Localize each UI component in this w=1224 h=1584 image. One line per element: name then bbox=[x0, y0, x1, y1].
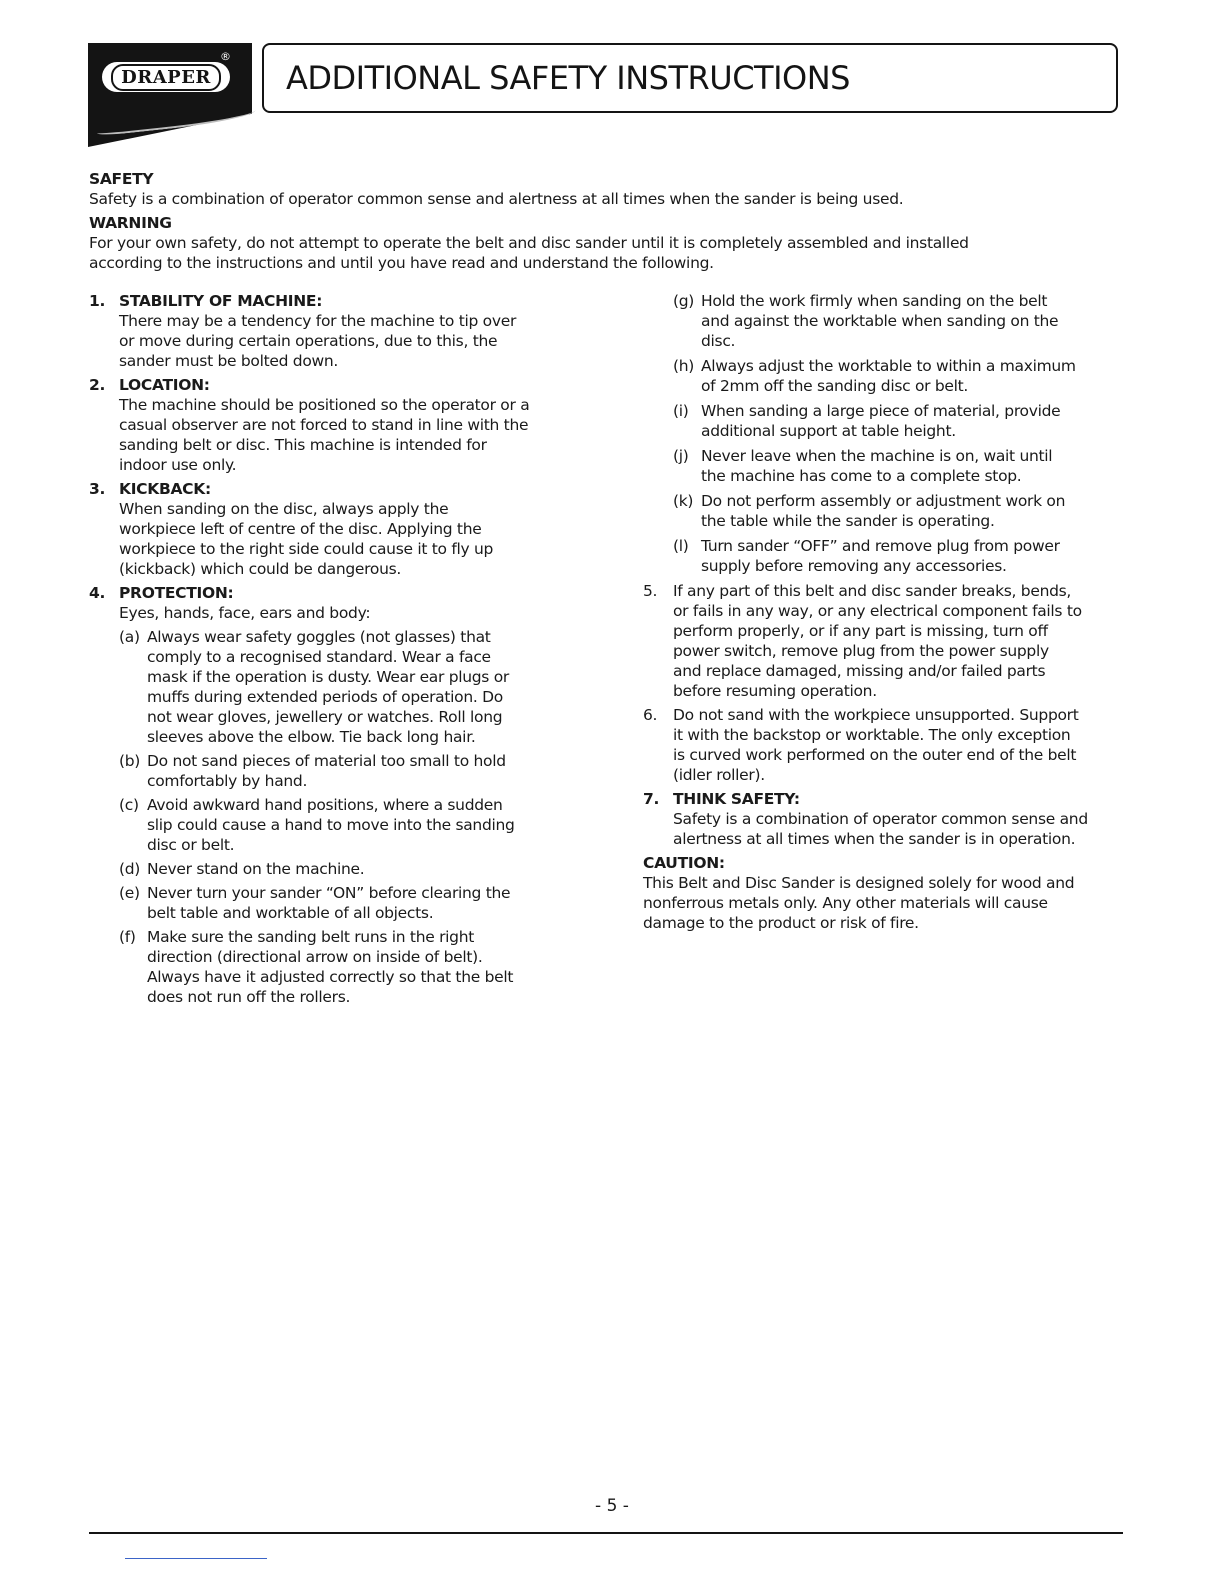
list-item-stability bbox=[89, 291, 589, 371]
sub-label: (a) bbox=[119, 628, 140, 646]
item-line: Hold the work firmly when sanding on the belt bbox=[701, 292, 1048, 310]
sub-item-b bbox=[119, 751, 589, 791]
item-intro: Eyes, hands, face, ears and body: bbox=[119, 604, 371, 622]
item-line: Do not sand with the workpiece unsupported. Support bbox=[673, 706, 1079, 724]
item-line: and replace damaged, missing and/or failed parts bbox=[673, 662, 1046, 680]
item-line: Never leave when the machine is on, wait until bbox=[701, 447, 1053, 465]
page-title: ADDITIONAL SAFETY INSTRUCTIONS bbox=[286, 59, 850, 97]
sub-item-l bbox=[673, 536, 1133, 576]
item-line: the table while the sander is operating. bbox=[701, 512, 995, 530]
sub-item-c bbox=[119, 795, 589, 855]
item-line: Avoid awkward hand positions, where a sudden bbox=[147, 796, 503, 814]
item-line: (kickback) which could be dangerous. bbox=[119, 560, 401, 578]
sub-item-g bbox=[673, 291, 1133, 351]
caution-line: damage to the product or risk of fire. bbox=[643, 914, 919, 932]
item-line: Always wear safety goggles (not glasses) that bbox=[147, 628, 491, 646]
list-item-5 bbox=[643, 581, 1133, 701]
sub-label: (h) bbox=[673, 357, 695, 375]
item-line: it with the backstop or worktable. The only exception bbox=[673, 726, 1071, 744]
warning-text-line-2: according to the instructions and until you have read and understand the following. bbox=[89, 254, 714, 272]
item-line: or fails in any way, or any electrical component fails to bbox=[673, 602, 1082, 620]
sub-label: (b) bbox=[119, 752, 141, 770]
sub-item-f bbox=[119, 927, 589, 1007]
item-line: Always adjust the worktable to within a maximum bbox=[701, 357, 1076, 375]
item-line: Never stand on the machine. bbox=[147, 860, 365, 878]
item-title: KICKBACK: bbox=[119, 480, 211, 498]
item-number: 7. bbox=[643, 790, 660, 808]
caution-block bbox=[643, 853, 1133, 933]
item-line: The machine should be positioned so the operator or a bbox=[119, 396, 530, 414]
item-number: 1. bbox=[89, 292, 106, 310]
item-line: Do not sand pieces of material too small to hold bbox=[147, 752, 506, 770]
item-line: Do not perform assembly or adjustment work on bbox=[701, 492, 1066, 510]
item-line: or move during certain operations, due to this, the bbox=[119, 332, 498, 350]
item-line: perform properly, or if any part is missing, turn off bbox=[673, 622, 1048, 640]
sub-item-j bbox=[673, 446, 1133, 486]
item-line: of 2mm off the sanding disc or belt. bbox=[701, 377, 969, 395]
list-item-6 bbox=[643, 705, 1133, 785]
item-title: LOCATION: bbox=[119, 376, 210, 394]
item-line: disc. bbox=[701, 332, 736, 350]
sub-item-i bbox=[673, 401, 1133, 441]
item-line: casual observer are not forced to stand in line with the bbox=[119, 416, 529, 434]
item-title: STABILITY OF MACHINE: bbox=[119, 292, 323, 310]
item-line: does not run off the rollers. bbox=[147, 988, 351, 1006]
item-line: sleeves above the elbow. Tie back long hair. bbox=[147, 728, 476, 746]
list-item-think-safety bbox=[643, 789, 1133, 849]
item-line: muffs during extended periods of operation. Do bbox=[147, 688, 503, 706]
item-line: sander must be bolted down. bbox=[119, 352, 339, 370]
item-line: before resuming operation. bbox=[673, 682, 877, 700]
item-line: belt table and worktable of all objects. bbox=[147, 904, 434, 922]
caution-heading: CAUTION: bbox=[643, 854, 725, 872]
item-line: When sanding a large piece of material, provide bbox=[701, 402, 1061, 420]
list-item-location bbox=[89, 375, 589, 475]
sub-label: (j) bbox=[673, 447, 689, 465]
content bbox=[89, 169, 1129, 1006]
brand-name: DRAPER bbox=[111, 64, 221, 91]
safety-text: Safety is a combination of operator common sense and alertness at all times when the sander is being used. bbox=[89, 190, 904, 208]
item-title: THINK SAFETY: bbox=[673, 790, 800, 808]
sub-item-h bbox=[673, 356, 1133, 396]
item-line: and against the worktable when sanding on the bbox=[701, 312, 1059, 330]
item-line: additional support at table height. bbox=[701, 422, 956, 440]
footer-divider bbox=[89, 1532, 1123, 1534]
sub-label: (g) bbox=[673, 292, 695, 310]
right-column bbox=[643, 291, 1133, 933]
sub-label: (k) bbox=[673, 492, 694, 510]
page-number: - 5 - bbox=[595, 1496, 629, 1516]
sub-item-e bbox=[119, 883, 589, 923]
item-line: workpiece left of centre of the disc. Applying the bbox=[119, 520, 482, 538]
item-line: workpiece to the right side could cause it to fly up bbox=[119, 540, 494, 558]
title-box bbox=[262, 43, 1118, 113]
item-line: Always have it adjusted correctly so that the belt bbox=[147, 968, 514, 986]
caution-line: nonferrous metals only. Any other materials will cause bbox=[643, 894, 1048, 912]
item-line: mask if the operation is dusty. Wear ear plugs or bbox=[147, 668, 509, 686]
item-line: the machine has come to a complete stop. bbox=[701, 467, 1022, 485]
registered-mark: ® bbox=[220, 50, 231, 63]
item-line: direction (directional arrow on inside of belt). bbox=[147, 948, 483, 966]
item-line: indoor use only. bbox=[119, 456, 237, 474]
item-number: 2. bbox=[89, 376, 106, 394]
warning-heading: WARNING bbox=[89, 214, 172, 232]
item-line: slip could cause a hand to move into the sanding bbox=[147, 816, 515, 834]
item-line: sanding belt or disc. This machine is intended for bbox=[119, 436, 487, 454]
item-line: power switch, remove plug from the power supply bbox=[673, 642, 1049, 660]
item-line: is curved work performed on the outer end of the belt bbox=[673, 746, 1077, 764]
brand-logo bbox=[102, 62, 230, 92]
item-line: supply before removing any accessories. bbox=[701, 557, 1007, 575]
item-line: There may be a tendency for the machine to tip over bbox=[119, 312, 517, 330]
item-line: When sanding on the disc, always apply the bbox=[119, 500, 449, 518]
warning-text-line-1: For your own safety, do not attempt to operate the belt and disc sander until it is completely assembled and installed bbox=[89, 234, 969, 252]
item-line: Safety is a combination of operator common sense and bbox=[673, 810, 1088, 828]
sub-item-d bbox=[119, 859, 589, 879]
caution-line: This Belt and Disc Sander is designed solely for wood and bbox=[643, 874, 1075, 892]
item-line: comply to a recognised standard. Wear a face bbox=[147, 648, 491, 666]
item-line: If any part of this belt and disc sander breaks, bends, bbox=[673, 582, 1072, 600]
sub-label: (i) bbox=[673, 402, 689, 420]
item-number: 5. bbox=[643, 582, 658, 600]
sub-label: (e) bbox=[119, 884, 140, 902]
item-line: Turn sander “OFF” and remove plug from power bbox=[701, 537, 1060, 555]
sub-label: (c) bbox=[119, 796, 139, 814]
sub-label: (f) bbox=[119, 928, 136, 946]
sub-label: (d) bbox=[119, 860, 141, 878]
item-title: PROTECTION: bbox=[119, 584, 234, 602]
list-item-protection bbox=[89, 583, 589, 1011]
item-line: Make sure the sanding belt runs in the right bbox=[147, 928, 474, 946]
item-line: Never turn your sander “ON” before clearing the bbox=[147, 884, 511, 902]
item-line: disc or belt. bbox=[147, 836, 235, 854]
item-line: comfortably by hand. bbox=[147, 772, 308, 790]
item-line: (idler roller). bbox=[673, 766, 765, 784]
sub-label: (l) bbox=[673, 537, 689, 555]
footer-underline bbox=[125, 1558, 267, 1559]
intro bbox=[89, 169, 1129, 273]
sub-item-k bbox=[673, 491, 1133, 531]
item-line: alertness at all times when the sander is in operation. bbox=[673, 830, 1076, 848]
sub-item-a bbox=[119, 627, 589, 747]
safety-heading: SAFETY bbox=[89, 170, 154, 188]
item-line: not wear gloves, jewellery or watches. Roll long bbox=[147, 708, 503, 726]
item-number: 4. bbox=[89, 584, 106, 602]
left-column bbox=[89, 291, 589, 1015]
list-item-kickback bbox=[89, 479, 589, 579]
item-number: 6. bbox=[643, 706, 658, 724]
item-number: 3. bbox=[89, 480, 106, 498]
